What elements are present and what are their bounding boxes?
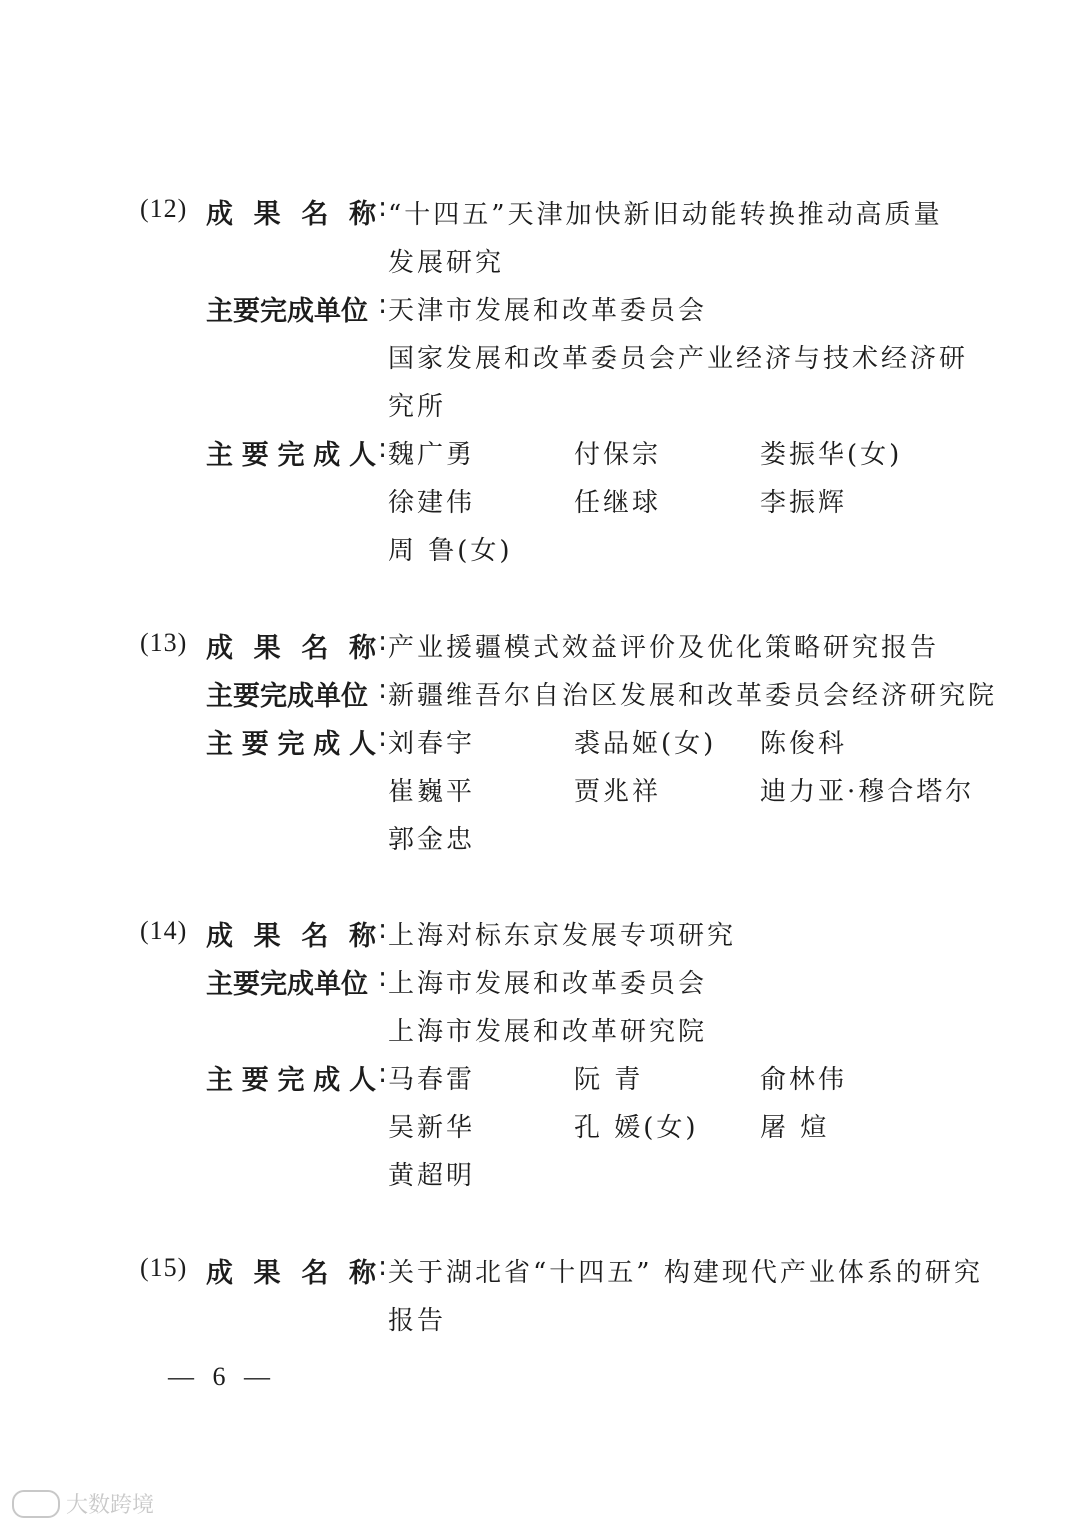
- result-name-line: 产业援疆模式效益评价及优化策略研究报告: [388, 633, 940, 663]
- person-name: 阮 青: [574, 1065, 644, 1095]
- person-name: 马春雷: [388, 1065, 476, 1095]
- person-name: 贾兆祥: [574, 777, 662, 807]
- result-name-line: 上海对标东京发展专项研究: [388, 921, 737, 951]
- colon: :: [378, 674, 388, 705]
- result-name-line: 报告: [388, 1306, 447, 1336]
- person-name: 孔 媛(女): [574, 1113, 699, 1143]
- unit-line: 天津市发展和改革委员会: [388, 296, 708, 326]
- watermark-logo-icon: [12, 1490, 60, 1518]
- entry-number: (15): [140, 1253, 188, 1282]
- person-name: 陈俊科: [760, 729, 848, 759]
- unit-line: 上海市发展和改革研究院: [388, 1017, 708, 1047]
- result-name-label: 成 果 名 称: [206, 633, 376, 664]
- colon: :: [378, 289, 388, 320]
- result-name-label: 成 果 名 称: [206, 921, 376, 952]
- person-name: 俞林伟: [760, 1065, 848, 1095]
- entry-number: (14): [140, 916, 188, 945]
- page-number: — 6 —: [168, 1362, 276, 1391]
- person-name: 刘春宇: [388, 729, 476, 759]
- person-name: 郭金忠: [388, 825, 476, 855]
- colon: :: [378, 192, 388, 223]
- colon: :: [378, 433, 388, 464]
- colon: :: [378, 914, 388, 945]
- colon: :: [378, 722, 388, 753]
- person-name: 李振辉: [760, 488, 848, 518]
- persons-label: 主 要 完 成 人: [206, 440, 376, 471]
- result-name-line: “十四五”天津加快新旧动能转换推动高质量: [388, 200, 943, 230]
- watermark-text: 大数跨境: [66, 1493, 155, 1518]
- unit-label: 主要完成单位: [206, 681, 368, 712]
- person-name: 黄超明: [388, 1161, 476, 1191]
- person-name: 周 鲁(女): [388, 536, 513, 566]
- unit-line: 新疆维吾尔自治区发展和改革委员会经济研究院: [388, 681, 998, 711]
- colon: :: [378, 962, 388, 993]
- person-name: 裘品姬(女): [574, 729, 717, 759]
- person-name: 魏广勇: [388, 440, 476, 470]
- unit-label: 主要完成单位: [206, 969, 368, 1000]
- person-name: 迪力亚·穆合塔尔: [760, 777, 975, 807]
- colon: :: [378, 1251, 388, 1282]
- person-name: 屠 煊: [760, 1113, 830, 1143]
- colon: :: [378, 626, 388, 657]
- watermark: [12, 1488, 154, 1519]
- person-name: 娄振华(女): [760, 440, 903, 470]
- unit-label: 主要完成单位: [206, 296, 368, 327]
- person-name: 徐建伟: [388, 488, 476, 518]
- person-name: 崔巍平: [388, 777, 476, 807]
- entry-number: (12): [140, 194, 188, 223]
- result-name-label: 成 果 名 称: [206, 199, 376, 230]
- result-name-line: 关于湖北省“十四五” 构建现代产业体系的研究: [388, 1258, 983, 1288]
- person-name: 付保宗: [574, 440, 662, 470]
- unit-line: 国家发展和改革委员会产业经济与技术经济研: [388, 344, 969, 374]
- result-name-line: 发展研究: [388, 248, 505, 278]
- person-name: 任继球: [574, 488, 662, 518]
- colon: :: [378, 1058, 388, 1089]
- persons-label: 主 要 完 成 人: [206, 729, 376, 760]
- persons-label: 主 要 完 成 人: [206, 1065, 376, 1096]
- person-name: 吴新华: [388, 1113, 476, 1143]
- entry-number: (13): [140, 628, 188, 657]
- unit-line: 上海市发展和改革委员会: [388, 969, 708, 999]
- result-name-label: 成 果 名 称: [206, 1258, 376, 1289]
- unit-line: 究所: [388, 392, 447, 422]
